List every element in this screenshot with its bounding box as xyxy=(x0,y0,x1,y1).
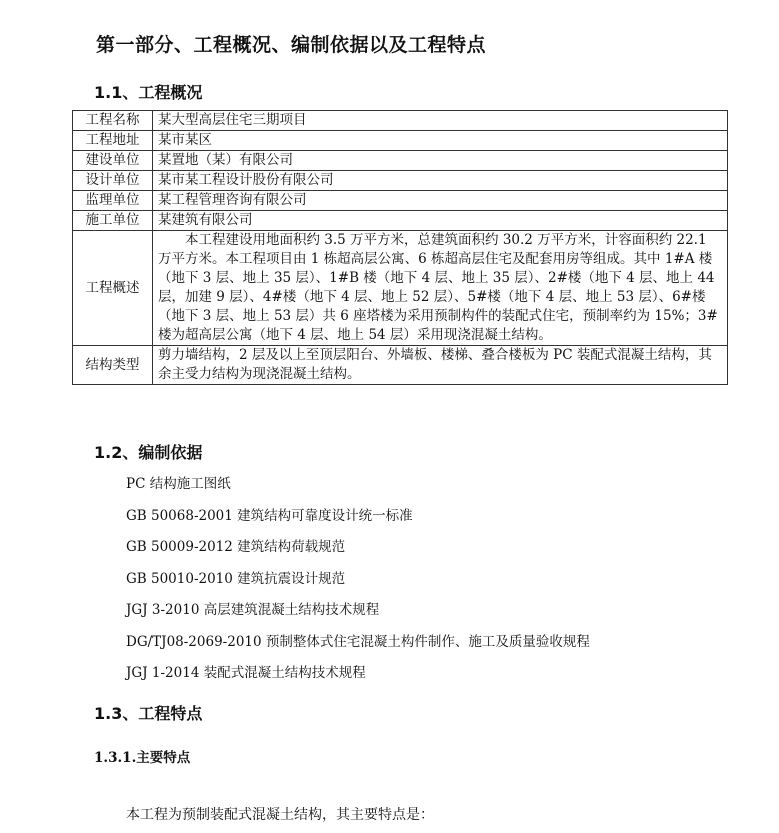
row-label-contractor: 施工单位 xyxy=(73,211,153,231)
table-row xyxy=(73,131,728,151)
list-item: JGJ 3-2010 高层建筑混凝土结构技术规程 xyxy=(126,602,380,618)
list-item: PC 结构施工图纸 xyxy=(126,476,231,492)
table-row xyxy=(73,151,728,171)
table-row xyxy=(73,231,728,346)
row-value-project-address: 某市某区 xyxy=(153,131,728,151)
row-value-contractor: 某建筑有限公司 xyxy=(153,211,728,231)
table-row xyxy=(73,171,728,191)
subheading-1-3-1: 1.3.1.主要特点 xyxy=(94,750,191,766)
features-paragraph: 本工程为预制装配式混凝土结构，其主要特点是： xyxy=(126,807,434,823)
row-label-project-address: 工程地址 xyxy=(73,131,153,151)
basis-list xyxy=(126,474,590,695)
list-item: GB 50010-2010 建筑抗震设计规范 xyxy=(126,570,346,587)
row-label-supervisor: 监理单位 xyxy=(73,191,153,211)
row-label-owner: 建设单位 xyxy=(73,151,153,171)
project-overview-table xyxy=(72,110,728,385)
row-label-designer: 设计单位 xyxy=(73,171,153,191)
summary-text: 本工程建设用地面积约 3.5 万平方米，总建筑面积约 30.2 万平方米，计容面积约 22.1 万平方米。本工程项目由 1 栋超高层公寓、6 栋超高层住宅及配套用房等组成。其中 1#A 楼（地下 3 层、地上 35 层）、1#B 楼（地下 4 层、地上 35 层）、2#楼（地下 4 层、地上 44 层，加建 9 层）、4#楼（地下 4 层、地上 52 层）、5#楼（地下 4 层、地上 53 层）、6#楼（地下 3 层、地上 53 层）共 6 座塔楼为采用预制构件的装配式住宅，预制率约为 15%；3#楼为超高层公寓（地下 4 层、地上 54 层）采用现浇混凝土结构。 xyxy=(158,232,718,343)
section-1-1-title: 1.1、工程概况 xyxy=(94,83,203,102)
list-item: JGJ 1-2014 装配式混凝土结构技术规程 xyxy=(126,665,366,681)
row-value-project-name: 某大型高层住宅三期项目 xyxy=(153,111,728,131)
row-value-designer: 某市某工程设计股份有限公司 xyxy=(153,171,728,191)
row-value-owner: 某置地（某）有限公司 xyxy=(153,151,728,171)
list-item: GB 50009-2012 建筑结构荷载规范 xyxy=(126,539,346,555)
row-value-structure: 剪力墙结构，2 层及以上至顶层阳台、外墙板、楼梯、叠合楼板为 PC 装配式混凝土结构，其余主受力结构为现浇混凝土结构。 xyxy=(153,346,728,385)
row-value-summary xyxy=(153,231,728,346)
table-row xyxy=(73,211,728,231)
table-row xyxy=(73,111,728,131)
section-1-2-title: 1.2、编制依据 xyxy=(94,443,203,462)
row-label-project-name: 工程名称 xyxy=(73,111,153,131)
list-item: DG/TJ08-2069-2010 预制整体式住宅混凝土构件制作、施工及质量验收规程 xyxy=(126,633,590,650)
table-row xyxy=(73,346,728,385)
section-1-3-title: 1.3、工程特点 xyxy=(94,704,203,723)
part-title: 第一部分、工程概况、编制依据以及工程特点 xyxy=(96,34,487,56)
list-item: GB 50068-2001 建筑结构可靠度设计统一标准 xyxy=(126,507,413,524)
row-label-summary: 工程概述 xyxy=(73,231,153,346)
row-label-structure: 结构类型 xyxy=(73,346,153,385)
table-row xyxy=(73,191,728,211)
row-value-supervisor: 某工程管理咨询有限公司 xyxy=(153,191,728,211)
